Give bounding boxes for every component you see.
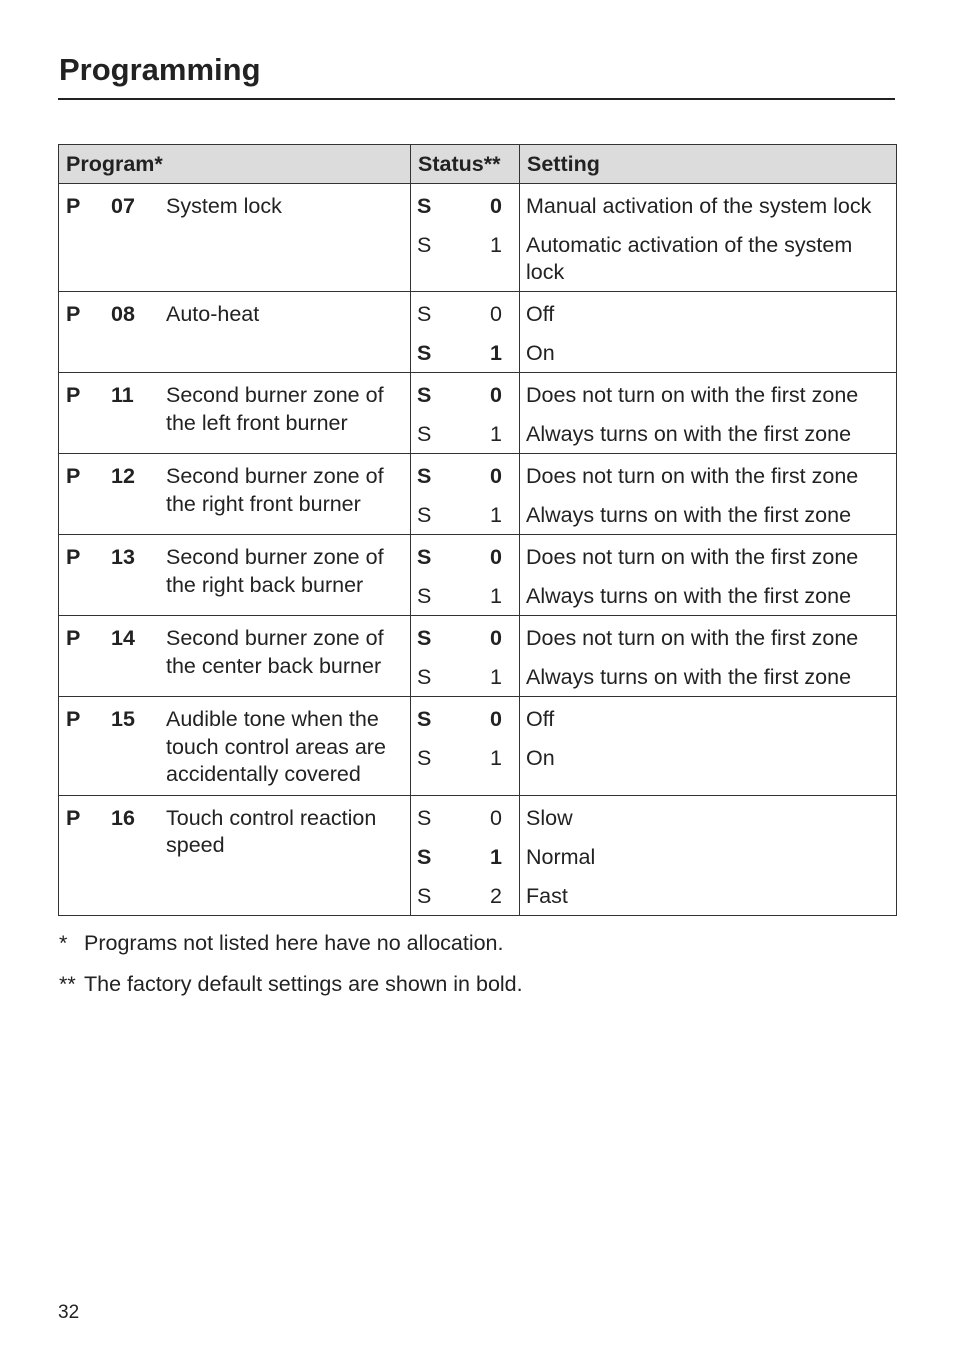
setting-option: Does not turn on with the first zone: [526, 383, 859, 407]
setting-option: Always turns on with the first zone: [526, 584, 852, 608]
program-prefix: P: [66, 626, 81, 650]
setting-option: Always turns on with the first zone: [526, 665, 852, 689]
status-letter: S: [417, 844, 432, 869]
setting-cell: [520, 616, 897, 697]
program-prefix: P: [66, 707, 81, 731]
header-setting: Setting: [520, 145, 897, 184]
setting-option: Always turns on with the first zone: [526, 503, 852, 527]
status-letter: S: [417, 194, 432, 218]
program-name: Auto-heat: [166, 302, 260, 326]
status-value: 0: [490, 626, 502, 650]
status-letter: S: [417, 383, 432, 407]
status-letter: S: [417, 883, 432, 908]
setting-cell: [520, 454, 897, 535]
program-number: 13: [111, 545, 135, 569]
status-value: 0: [490, 805, 502, 830]
status-option: [411, 232, 519, 286]
status-value: 0: [490, 707, 502, 731]
status-option: [411, 544, 519, 571]
status-value: 1: [490, 422, 502, 446]
setting-option: Off: [526, 302, 555, 326]
setting-cell: [520, 373, 897, 454]
status-letter: S: [417, 233, 432, 257]
setting-option: On: [526, 341, 555, 365]
status-cell: [411, 184, 520, 292]
table-row: [59, 373, 897, 454]
status-value: 1: [490, 665, 502, 689]
status-cell: [411, 697, 520, 796]
status-letter: S: [417, 422, 432, 446]
program-cell: [59, 373, 411, 454]
setting-cell: [520, 535, 897, 616]
program-name: Second burner zone of the center back burner: [166, 626, 384, 678]
status-cell: [411, 454, 520, 535]
program-number: 07: [111, 194, 135, 218]
program-name: Second burner zone of the right front burner: [166, 464, 384, 516]
status-option: [411, 421, 519, 448]
program-cell: [59, 616, 411, 697]
program-cell: [59, 795, 411, 915]
status-cell: [411, 292, 520, 373]
footnote-mark: **: [59, 972, 76, 996]
status-value: 0: [490, 464, 502, 488]
status-letter: S: [417, 584, 432, 608]
status-value: 0: [490, 545, 502, 569]
status-value: 1: [490, 844, 502, 869]
setting-option: Normal: [526, 844, 596, 869]
status-option: [411, 340, 519, 367]
status-value: 1: [490, 746, 502, 770]
setting-option: Does not turn on with the first zone: [526, 626, 859, 650]
table-row: [59, 454, 897, 535]
setting-option: Slow: [526, 805, 573, 830]
program-prefix: P: [66, 464, 81, 488]
program-cell: [59, 184, 411, 292]
setting-cell: [520, 697, 897, 796]
page-number: 32: [58, 1302, 80, 1323]
status-option: [411, 625, 519, 652]
status-option: [411, 463, 519, 490]
status-value: 1: [490, 503, 502, 527]
status-letter: S: [417, 503, 432, 527]
program-name: System lock: [166, 194, 282, 218]
program-number: 11: [111, 383, 134, 407]
status-option: [411, 745, 519, 772]
program-cell: [59, 454, 411, 535]
program-number: 12: [111, 464, 135, 488]
setting-option: Does not turn on with the first zone: [526, 545, 859, 569]
setting-option: Always turns on with the first zone: [526, 422, 852, 446]
status-option: [411, 583, 519, 610]
status-letter: S: [417, 464, 432, 488]
status-value: 0: [490, 302, 502, 326]
header-program: Program*: [59, 145, 411, 184]
program-number: 16: [111, 805, 135, 830]
setting-option: Manual activation of the system lock: [526, 194, 872, 218]
title-divider: [58, 98, 895, 100]
status-value: 0: [490, 194, 502, 218]
status-value: 1: [490, 341, 502, 365]
setting-option: Does not turn on with the first zone: [526, 464, 859, 488]
status-option: [411, 301, 519, 328]
status-cell: [411, 373, 520, 454]
status-letter: S: [417, 665, 432, 689]
program-number: 14: [111, 626, 135, 650]
status-option: [411, 502, 519, 529]
status-value: 1: [490, 584, 502, 608]
footnote-text: Programs not listed here have no allocation.: [84, 931, 504, 955]
header-status: Status**: [411, 145, 520, 184]
setting-option: Off: [526, 707, 555, 731]
program-cell: [59, 535, 411, 616]
status-option: [411, 883, 519, 910]
setting-cell: [520, 184, 897, 292]
footnote-2: [59, 972, 523, 997]
table-row: [59, 697, 897, 796]
program-cell: [59, 697, 411, 796]
status-value: 0: [490, 383, 502, 407]
program-prefix: P: [66, 194, 81, 218]
table-row: [59, 616, 897, 697]
status-letter: S: [417, 545, 432, 569]
status-letter: S: [417, 746, 432, 770]
table-row: [59, 535, 897, 616]
status-option: [411, 844, 519, 871]
status-option: [411, 193, 519, 220]
program-name: Second burner zone of the left front burner: [166, 383, 384, 435]
status-option: [411, 706, 519, 733]
program-number: 08: [111, 302, 135, 326]
program-prefix: P: [66, 545, 81, 569]
setting-option: Fast: [526, 883, 568, 908]
program-name: Touch control reaction speed: [166, 805, 377, 857]
status-option: [411, 805, 519, 832]
footnote-mark: *: [59, 931, 68, 955]
footnote-text: The factory default settings are shown in bold.: [84, 972, 523, 996]
table-row: [59, 184, 897, 292]
table-row: [59, 795, 897, 915]
status-cell: [411, 795, 520, 915]
table-row: [59, 292, 897, 373]
setting-option: Automatic activation of the system lock: [526, 233, 853, 284]
program-cell: [59, 292, 411, 373]
status-letter: S: [417, 805, 432, 830]
status-option: [411, 664, 519, 691]
program-name: Audible tone when the touch control areas are accidentally covered: [166, 707, 386, 786]
setting-cell: [520, 292, 897, 373]
status-cell: [411, 535, 520, 616]
status-letter: S: [417, 302, 432, 326]
program-prefix: P: [66, 383, 81, 407]
setting-cell: [520, 795, 897, 915]
program-prefix: P: [66, 805, 81, 830]
status-value: 1: [490, 233, 502, 257]
status-option: [411, 382, 519, 409]
page-title: Programming: [59, 52, 261, 87]
programming-table: [58, 144, 897, 916]
status-letter: S: [417, 341, 432, 365]
program-prefix: P: [66, 302, 81, 326]
status-cell: [411, 616, 520, 697]
status-letter: S: [417, 626, 432, 650]
footnote-1: [59, 931, 504, 956]
setting-option: On: [526, 746, 555, 770]
status-letter: S: [417, 707, 432, 731]
program-number: 15: [111, 707, 135, 731]
table-header-row: [59, 145, 897, 184]
status-value: 2: [490, 883, 502, 908]
program-name: Second burner zone of the right back burner: [166, 545, 384, 597]
